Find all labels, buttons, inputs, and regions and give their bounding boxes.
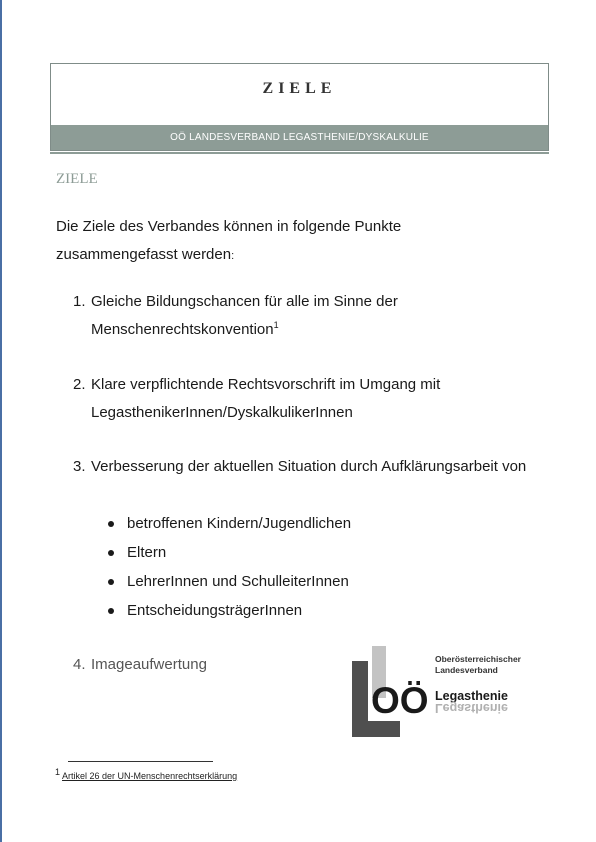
footnote-mark: 1	[55, 767, 61, 777]
goal-text: Verbesserung der aktuellen Situation durch Aufklärungsarbeit von	[91, 458, 527, 475]
footnote-separator	[68, 761, 213, 762]
intro-paragraph	[56, 213, 476, 270]
organization-logo	[352, 643, 521, 738]
header-title: ZIELE	[262, 80, 337, 97]
footnote-link[interactable]: Artikel 26 der UN-Menschenrechtserklärung	[62, 771, 238, 781]
footnote	[55, 767, 238, 781]
goal-text: Klare verpflichtende Rechtsvorschrift im Umgang mit LegasthenikerInnen/DyskalkulikerInnen	[91, 376, 441, 421]
logo-line-1: Oberösterreichischer	[435, 654, 521, 664]
bullet-dot	[108, 579, 114, 585]
logo-mark: OÖ	[371, 680, 429, 721]
logo-name: Legasthenie	[435, 689, 508, 703]
goal-number: 2.	[73, 376, 86, 393]
goal-text: Imageaufwertung	[91, 656, 207, 673]
intro-colon: :	[231, 250, 235, 262]
logo-name-reflection: Legasthenie	[435, 701, 508, 715]
logo-bar-base	[352, 721, 400, 737]
bullet-dot	[108, 550, 114, 556]
header-underline	[50, 152, 549, 154]
goal-number: 3.	[73, 458, 86, 475]
bullet-dot	[108, 521, 114, 527]
goal-number: 1.	[73, 293, 86, 310]
footnote-reference[interactable]: 1	[273, 320, 279, 330]
goal-number: 4.	[73, 656, 86, 673]
section-heading: ZIELE	[56, 171, 98, 187]
page-left-border	[0, 0, 2, 842]
header-subtitle-band: OÖ LANDESVERBAND LEGASTHENIE/DYSKALKULIE	[51, 125, 548, 150]
intro-text: Die Ziele des Verbandes können in folgende Punkte zusammengefasst werden	[56, 218, 402, 263]
logo-line-2: Landesverband	[435, 665, 498, 675]
goal-text: Gleiche Bildungschancen für alle im Sinne der Menschenrechtskonvention$^1$	[91, 293, 398, 338]
bullet-dot	[108, 608, 114, 614]
page-header	[50, 63, 549, 151]
